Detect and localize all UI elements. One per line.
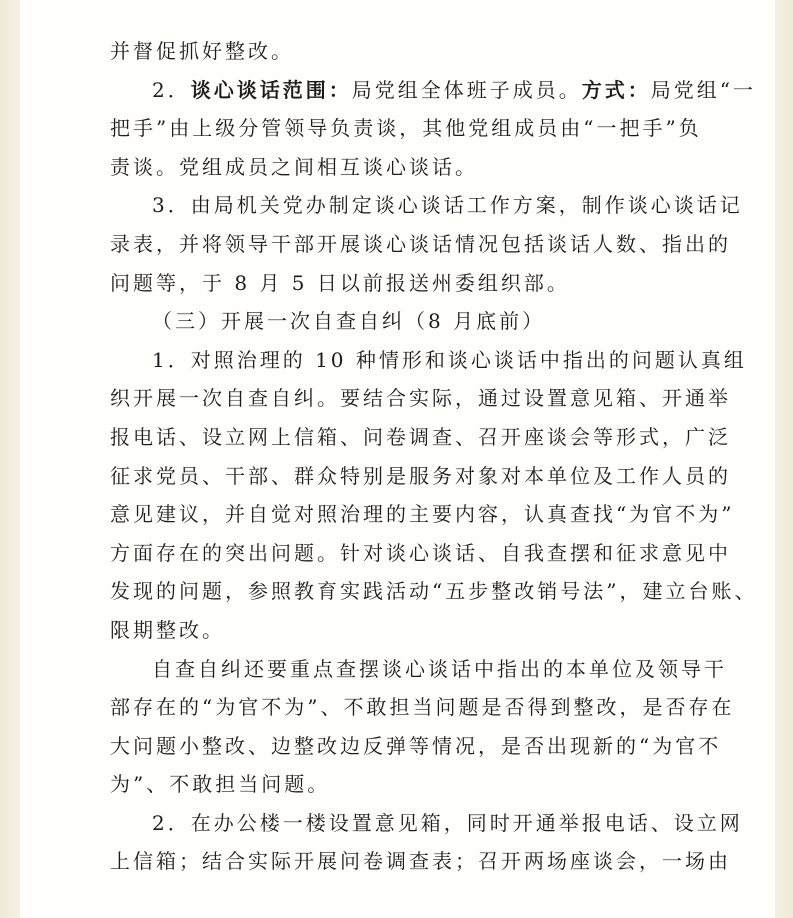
section-heading: （三）开展一次自查自纠（8 月底前） [152,309,546,334]
bold-label-method: 方式： [581,77,651,102]
text-line: 把手”由上级分管领导负责谈，其他党组成员由“一把手”负 [110,116,702,141]
text-line: 问题等，于 8 月 5 日以前报送州委组织部。 [110,270,570,295]
text-line: 限期整改。 [110,617,225,642]
bold-label-scope: 谈心谈话范围： [190,77,352,102]
document-body [110,32,758,881]
text-line: 织开展一次自查自纠。要结合实际，通过设置意见箱、开通举 [110,386,731,411]
text-line [110,71,756,110]
text-line: 征求党员、干部、群众特别是服务对象对本单位及工作人员的 [110,463,731,488]
text-line: 1．对照治理的 10 种情形和谈心谈话中指出的问题认真组 [152,347,747,372]
text-line: 报电话、设立网上信箱、问卷调查、召开座谈会等形式，广泛 [110,424,731,449]
text-line: 方面存在的突出问题。针对谈心谈话、自我查摆和征求意见中 [110,540,731,565]
text-line: 为”、不敢担当问题。 [110,772,331,797]
text-line: 部存在的“为官不为”、不敢担当问题是否得到整改，是否存在 [110,695,735,720]
text-line: 上信箱；结合实际开展问卷调查表；召开两场座谈会，一场由 [110,849,731,874]
document-page [20,0,775,918]
text-line: 并督促抓好整改。 [110,39,294,63]
text-line: 大问题小整改、边整改边反弹等情况，是否出现新的“为官不 [110,733,722,758]
text-line: 录表，并将领导干部开展谈心谈话情况包括谈话人数、指出的 [110,231,731,256]
text-line: 发现的问题，参照教育实践活动“五步整改销号法”，建立台账、 [110,579,758,604]
text-span: 局党组“一 [650,77,756,102]
page-margin-left [0,0,20,918]
list-number: 2． [152,77,191,102]
text-line: 自查自纠还要重点查摆谈心谈话中指出的本单位及领导干 [152,656,727,681]
text-span: 局党组全体班子成员。 [351,77,582,102]
text-line: 2．在办公楼一楼设置意见箱，同时开通举报电话、设立网 [152,810,743,835]
text-line: 意见建议，并自觉对照治理的主要内容，认真查找“为官不为” [110,502,735,527]
page-margin-right [775,0,793,918]
text-line: 责谈。党组成员之间相互谈心谈话。 [110,154,478,179]
text-line: 3．由局机关党办制定谈心谈话工作方案，制作谈心谈话记 [152,193,743,218]
